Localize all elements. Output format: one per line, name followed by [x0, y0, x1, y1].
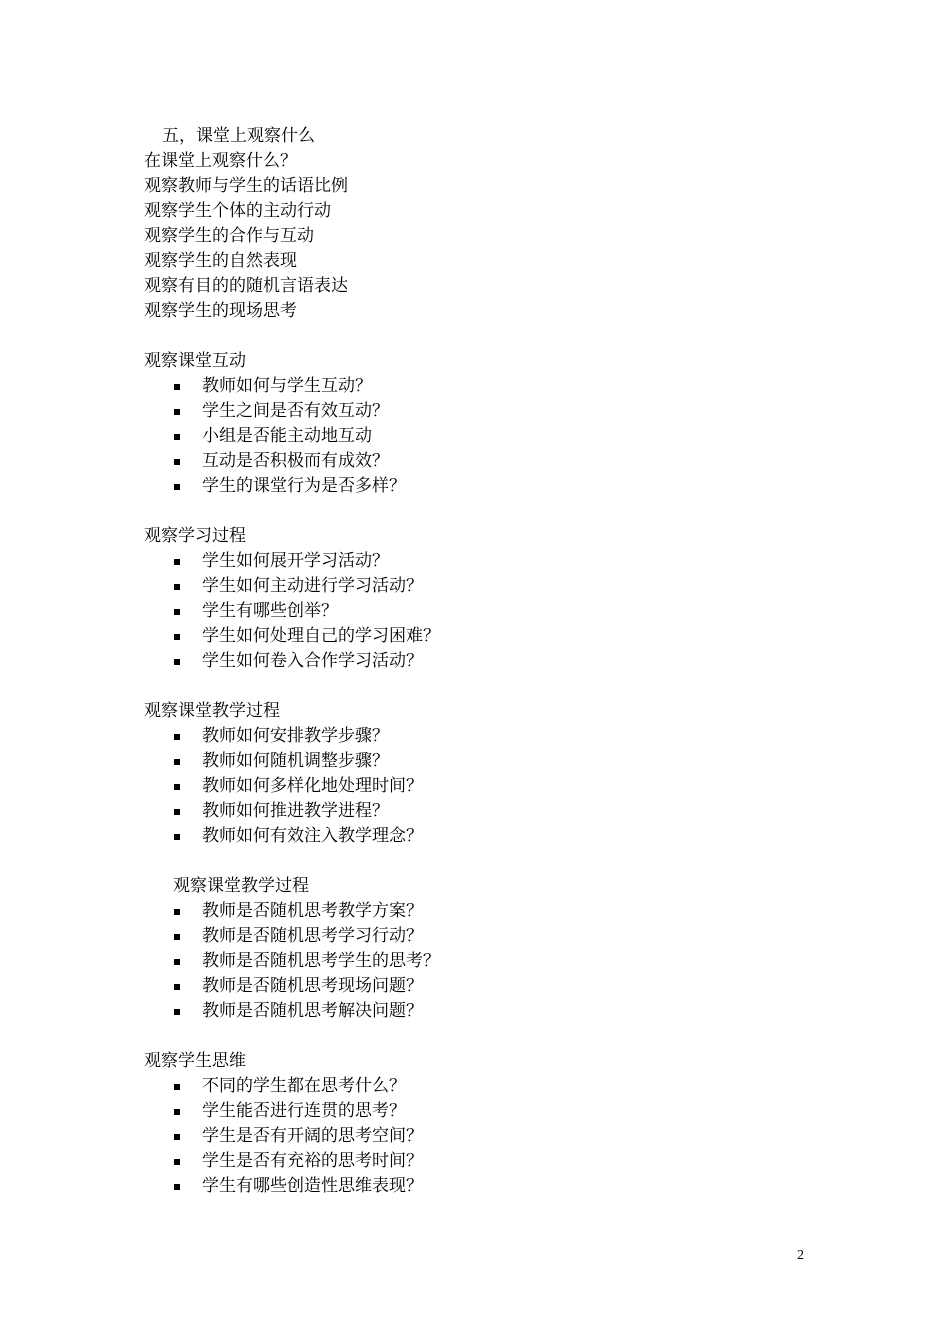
- document-content: [144, 124, 844, 1199]
- bullet-list: [144, 1074, 844, 1199]
- bullet-icon: [174, 784, 180, 790]
- spacer: [144, 324, 844, 349]
- list-item: 教师如何安排教学步骤？: [144, 724, 844, 749]
- bullet-icon: [174, 459, 180, 465]
- bullet-icon: [174, 1184, 180, 1190]
- bullet-icon: [174, 484, 180, 490]
- list-item: 学生如何主动进行学习活动？: [144, 574, 844, 599]
- list-item: 教师是否随机思考学习行动？: [144, 924, 844, 949]
- bullet-icon: [174, 834, 180, 840]
- bullet-icon: [174, 1109, 180, 1115]
- intro-line: 观察学生个体的主动行动: [144, 201, 331, 221]
- bullet-icon: [174, 409, 180, 415]
- bullet-icon: [174, 1159, 180, 1165]
- page-number: 2: [797, 1248, 804, 1263]
- list-item: 不同的学生都在思考什么？: [144, 1074, 844, 1099]
- list-item: 学生之间是否有效互动？: [144, 399, 844, 424]
- list-item: 学生是否有充裕的思考时间？: [144, 1149, 844, 1174]
- list-item: 小组是否能主动地互动: [144, 424, 844, 449]
- bullet-icon: [174, 634, 180, 640]
- list-item: 互动是否积极而有成效？: [144, 449, 844, 474]
- list-item: 教师是否随机思考解决问题？: [144, 999, 844, 1024]
- list-item: 教师是否随机思考学生的思考？: [144, 949, 844, 974]
- group-heading: 观察课堂教学过程: [173, 876, 309, 896]
- bullet-icon: [174, 909, 180, 915]
- spacer: [144, 499, 844, 524]
- list-item: 教师如何有效注入教学理念？: [144, 824, 844, 849]
- list-item: 学生是否有开阔的思考空间？: [144, 1124, 844, 1149]
- bullet-icon: [174, 1009, 180, 1015]
- spacer: [144, 849, 844, 874]
- bullet-icon: [174, 584, 180, 590]
- intro-line: 观察教师与学生的话语比例: [144, 176, 348, 196]
- list-item: 教师如何推进教学进程？: [144, 799, 844, 824]
- bullet-icon: [174, 559, 180, 565]
- bullet-list: [144, 724, 844, 849]
- list-item: 教师如何随机调整步骤？: [144, 749, 844, 774]
- bullet-icon: [174, 1134, 180, 1140]
- bullet-icon: [174, 434, 180, 440]
- bullet-icon: [174, 809, 180, 815]
- intro-line: 观察学生的合作与互动: [144, 226, 314, 246]
- bullet-list: [144, 899, 844, 1024]
- bullet-icon: [174, 384, 180, 390]
- group-heading: 观察课堂互动: [144, 351, 246, 371]
- list-item: 学生能否进行连贯的思考？: [144, 1099, 844, 1124]
- section-title: 五，课堂上观察什么: [162, 126, 315, 146]
- list-item: 教师是否随机思考教学方案？: [144, 899, 844, 924]
- list-item: 学生有哪些创举？: [144, 599, 844, 624]
- bullet-icon: [174, 984, 180, 990]
- list-item: 学生如何展开学习活动？: [144, 549, 844, 574]
- spacer: [144, 1024, 844, 1049]
- bullet-list: [144, 549, 844, 674]
- bullet-icon: [174, 734, 180, 740]
- bullet-icon: [174, 959, 180, 965]
- list-item: 教师如何与学生互动？: [144, 374, 844, 399]
- intro-line: 观察学生的自然表现: [144, 251, 297, 271]
- list-item: 学生的课堂行为是否多样？: [144, 474, 844, 499]
- list-item: 学生如何处理自己的学习困难？: [144, 624, 844, 649]
- list-item: 学生有哪些创造性思维表现？: [144, 1174, 844, 1199]
- list-item: 教师是否随机思考现场问题？: [144, 974, 844, 999]
- list-item: 学生如何卷入合作学习活动？: [144, 649, 844, 674]
- bullet-icon: [174, 609, 180, 615]
- list-item: 教师如何多样化地处理时间？: [144, 774, 844, 799]
- bullet-icon: [174, 759, 180, 765]
- bullet-icon: [174, 659, 180, 665]
- intro-line: 观察学生的现场思考: [144, 301, 297, 321]
- group-heading: 观察学生思维: [144, 1051, 246, 1071]
- intro-line: 在课堂上观察什么？: [144, 151, 297, 171]
- group-heading: 观察学习过程: [144, 526, 246, 546]
- bullet-list: [144, 374, 844, 499]
- spacer: [144, 674, 844, 699]
- bullet-icon: [174, 934, 180, 940]
- bullet-icon: [174, 1084, 180, 1090]
- intro-line: 观察有目的的随机言语表达: [144, 276, 348, 296]
- group-heading: 观察课堂教学过程: [144, 701, 280, 721]
